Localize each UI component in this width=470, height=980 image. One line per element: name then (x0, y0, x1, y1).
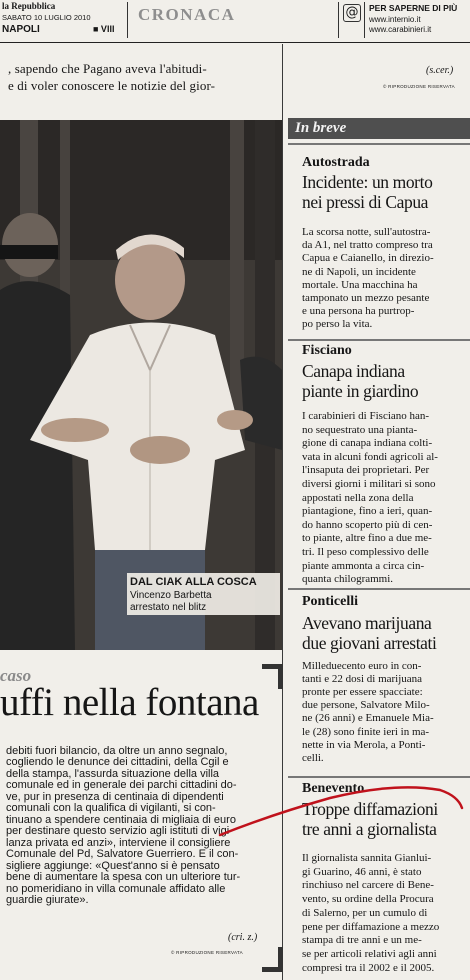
brief-body-line: le (28) sono finite ieri in ma- (302, 725, 430, 738)
newspaper-logo: la Repubblica (2, 1, 56, 11)
article-body-line: comunale ed in generale dei parchi cittadini do- (6, 779, 237, 791)
article-body-line: della stampa, l'assurda situazione della villa (6, 768, 220, 780)
brief-headline-line: piante in giardino (302, 381, 419, 401)
brief-body-line: ne (26 anni) e Emanuele Mia- (302, 712, 434, 725)
brief-body-line: Il giornalista sannita Gianlui- (302, 852, 432, 864)
header-divider (338, 2, 339, 38)
article-body-line: comunali con la qualifica di vigilanti, si con- (6, 802, 216, 814)
brief-body-line: po perso la vita. (302, 318, 373, 331)
brief-body-line: vento, su ordine della Procura (302, 893, 434, 906)
brief-body-line: Capua e Caianello, in direzio- (302, 252, 434, 265)
article-kicker: caso (0, 666, 32, 685)
brief-body-line: vata in alcuni fondi agricoli al- (302, 450, 438, 463)
column-divider (282, 44, 283, 980)
brief-body-line: do hanno scoperto più di cen- (302, 518, 433, 531)
photo-caption-line: Vincenzo Barbetta (130, 590, 212, 601)
brief-body-line: diversi giorni i militari si sono (302, 478, 436, 490)
brief-body-line: nette in via Merola, a Ponti- (302, 738, 426, 751)
brief-section-title: Autostrada (302, 155, 370, 170)
website-link[interactable]: www.internio.it (369, 15, 421, 24)
article-body-line: lanza privata ed anzi», interviene il consigliere (6, 837, 231, 849)
at-icon: @ (343, 4, 361, 22)
brief-body-line: e una persona ha purtrop- (302, 305, 415, 318)
website-link[interactable]: www.carabinieri.it (369, 25, 432, 34)
brief-separator (288, 588, 470, 590)
article-body-line: guardie giurate». (6, 894, 89, 906)
header-divider (364, 2, 365, 38)
brief-body-line: di Salerno, per un cumulo di (302, 906, 428, 919)
brief-body-line: piante ammonta a circa cin- (302, 559, 425, 572)
brief-body-line: quanta chilogrammi. (302, 573, 394, 586)
more-info-label: PER SAPERNE DI PIÙ (369, 3, 458, 13)
decorative-bracket (262, 947, 283, 972)
article-body-line: sigliere aggiunge: «Quest'anno si è pensato (6, 860, 220, 872)
brief-body-line: due persone, Salvatore Milo- (302, 699, 430, 712)
brief-body-line: to piante, altre fino a due me- (302, 532, 432, 545)
brief-separator (288, 339, 470, 341)
news-photo (0, 120, 282, 650)
brief-body-line: La scorsa notte, sull'autostra- (302, 226, 431, 238)
brief-body-line: da A1, nel tratto compreso tra (302, 239, 433, 252)
brief-body-line: pene per diffamazione a mezzo (302, 920, 440, 933)
brief-body-line: celli. (302, 751, 324, 764)
brief-separator (288, 776, 470, 778)
decorative-bracket (262, 664, 283, 689)
article-text-line: e di voler conoscere le notizie del gior- (8, 78, 216, 93)
photo-caption-text (130, 590, 212, 614)
reproduction-notice: © RIPRODUZIONE RISERVATA (383, 84, 455, 89)
article-body-line: bene di aumentare la spesa con un ulteriore tur- (6, 871, 241, 883)
page-number: ■ VIII (93, 24, 115, 34)
article-body-line: no pomeridiano in villa comunale affidato alle (6, 883, 226, 895)
in-breve-banner (288, 118, 470, 139)
page-header (0, 0, 470, 43)
article-body-line: ve, pur in presenza di centinaia di dipendenti (6, 791, 224, 803)
article-body-line: debiti fuori bilancio, da oltre un anno segnalo, (6, 745, 228, 757)
brief-body-line: mortale. Una macchina ha (302, 278, 418, 291)
brief-headline-line: nei pressi di Capua (302, 192, 429, 212)
brief-body-line: compresi tra il 2002 e il 2005. (302, 961, 435, 974)
brief-body-line: se per articoli relativi agli anni (302, 947, 437, 960)
brief-body-line: l'insaputa dei proprietari. Per (302, 464, 430, 477)
section-title: CRONACA (138, 5, 236, 24)
brief-headline-line: due giovani arrestati (302, 633, 437, 653)
brief-body-line: stampa di tre anni e un me- (302, 934, 422, 947)
brief-body-line: tamponato un mezzo pesante (302, 292, 430, 304)
reproduction-notice: © RIPRODUZIONE RISERVATA (171, 950, 243, 955)
brief-body-line: appostati nella zona della (302, 491, 414, 504)
article-body-line: cogliendo le denunce dei cittadini, della Cgil e (6, 756, 229, 768)
brief-body-line: gi Guarino, 46 anni, è stato (302, 865, 422, 878)
article-body-line: tinuano a spendere centinaia di migliaia di euro (6, 814, 236, 826)
article-signature: (s.cer.) (426, 65, 454, 76)
photo-caption-title: DAL CIAK ALLA COSCA (130, 576, 257, 588)
in-breve-label: In breve (295, 120, 347, 136)
brief-body-line: tri. Il peso complessivo delle (302, 546, 429, 558)
article-headline: uffi nella fontana (0, 681, 259, 724)
article-text-line: , sapendo che Pagano aveva l'abitudi- (8, 61, 207, 76)
brief-headline-line: Troppe diffamazioni (302, 799, 438, 819)
brief-body-line: Milleduecento euro in con- (302, 660, 422, 672)
brief-headline-line: Canapa indiana (302, 361, 405, 381)
brief-headline-line: Incidente: un morto (302, 172, 433, 192)
brief-section-title: Fisciano (302, 343, 352, 358)
article-body-line: per destinare questo servizio agli istituti di vigi- (6, 825, 233, 837)
brief-body-line: tanti e 22 dosi di marijuana (302, 673, 423, 686)
brief-body-line: piantagione, fino a ieri, quan- (302, 505, 433, 518)
brief-headline-line: tre anni a giornalista (302, 819, 437, 839)
brief-body-line: ne di Napoli, un incidente (302, 265, 416, 278)
photo-caption-line: arrestato nel blitz (130, 602, 207, 613)
brief-body-line: gione di canapa indiana colti- (302, 437, 433, 450)
brief-body-line: I carabinieri di Fisciano han- (302, 410, 430, 422)
brief-separator (288, 143, 470, 145)
edition-city: NAPOLI (2, 24, 40, 35)
brief-headline-line: Avevano marijuana (302, 613, 432, 633)
article-signature: (cri. z.) (228, 932, 258, 943)
brief-section-title: Ponticelli (302, 594, 358, 609)
brief-body-line: pronte per essere spacciate: (302, 686, 423, 699)
brief-section-title: Benevento (302, 781, 365, 796)
header-divider (127, 2, 128, 38)
brief-body-line: no sequestrato una pianta- (302, 423, 418, 436)
brief-body-line: rinchiuso nel carcere di Bene- (302, 879, 434, 892)
issue-date: SABATO 10 LUGLIO 2010 (2, 13, 91, 22)
photo-illustration (0, 120, 282, 650)
article-body-line: Comunale del Pd, Salvatore Guerriero. E il con- (6, 848, 239, 860)
